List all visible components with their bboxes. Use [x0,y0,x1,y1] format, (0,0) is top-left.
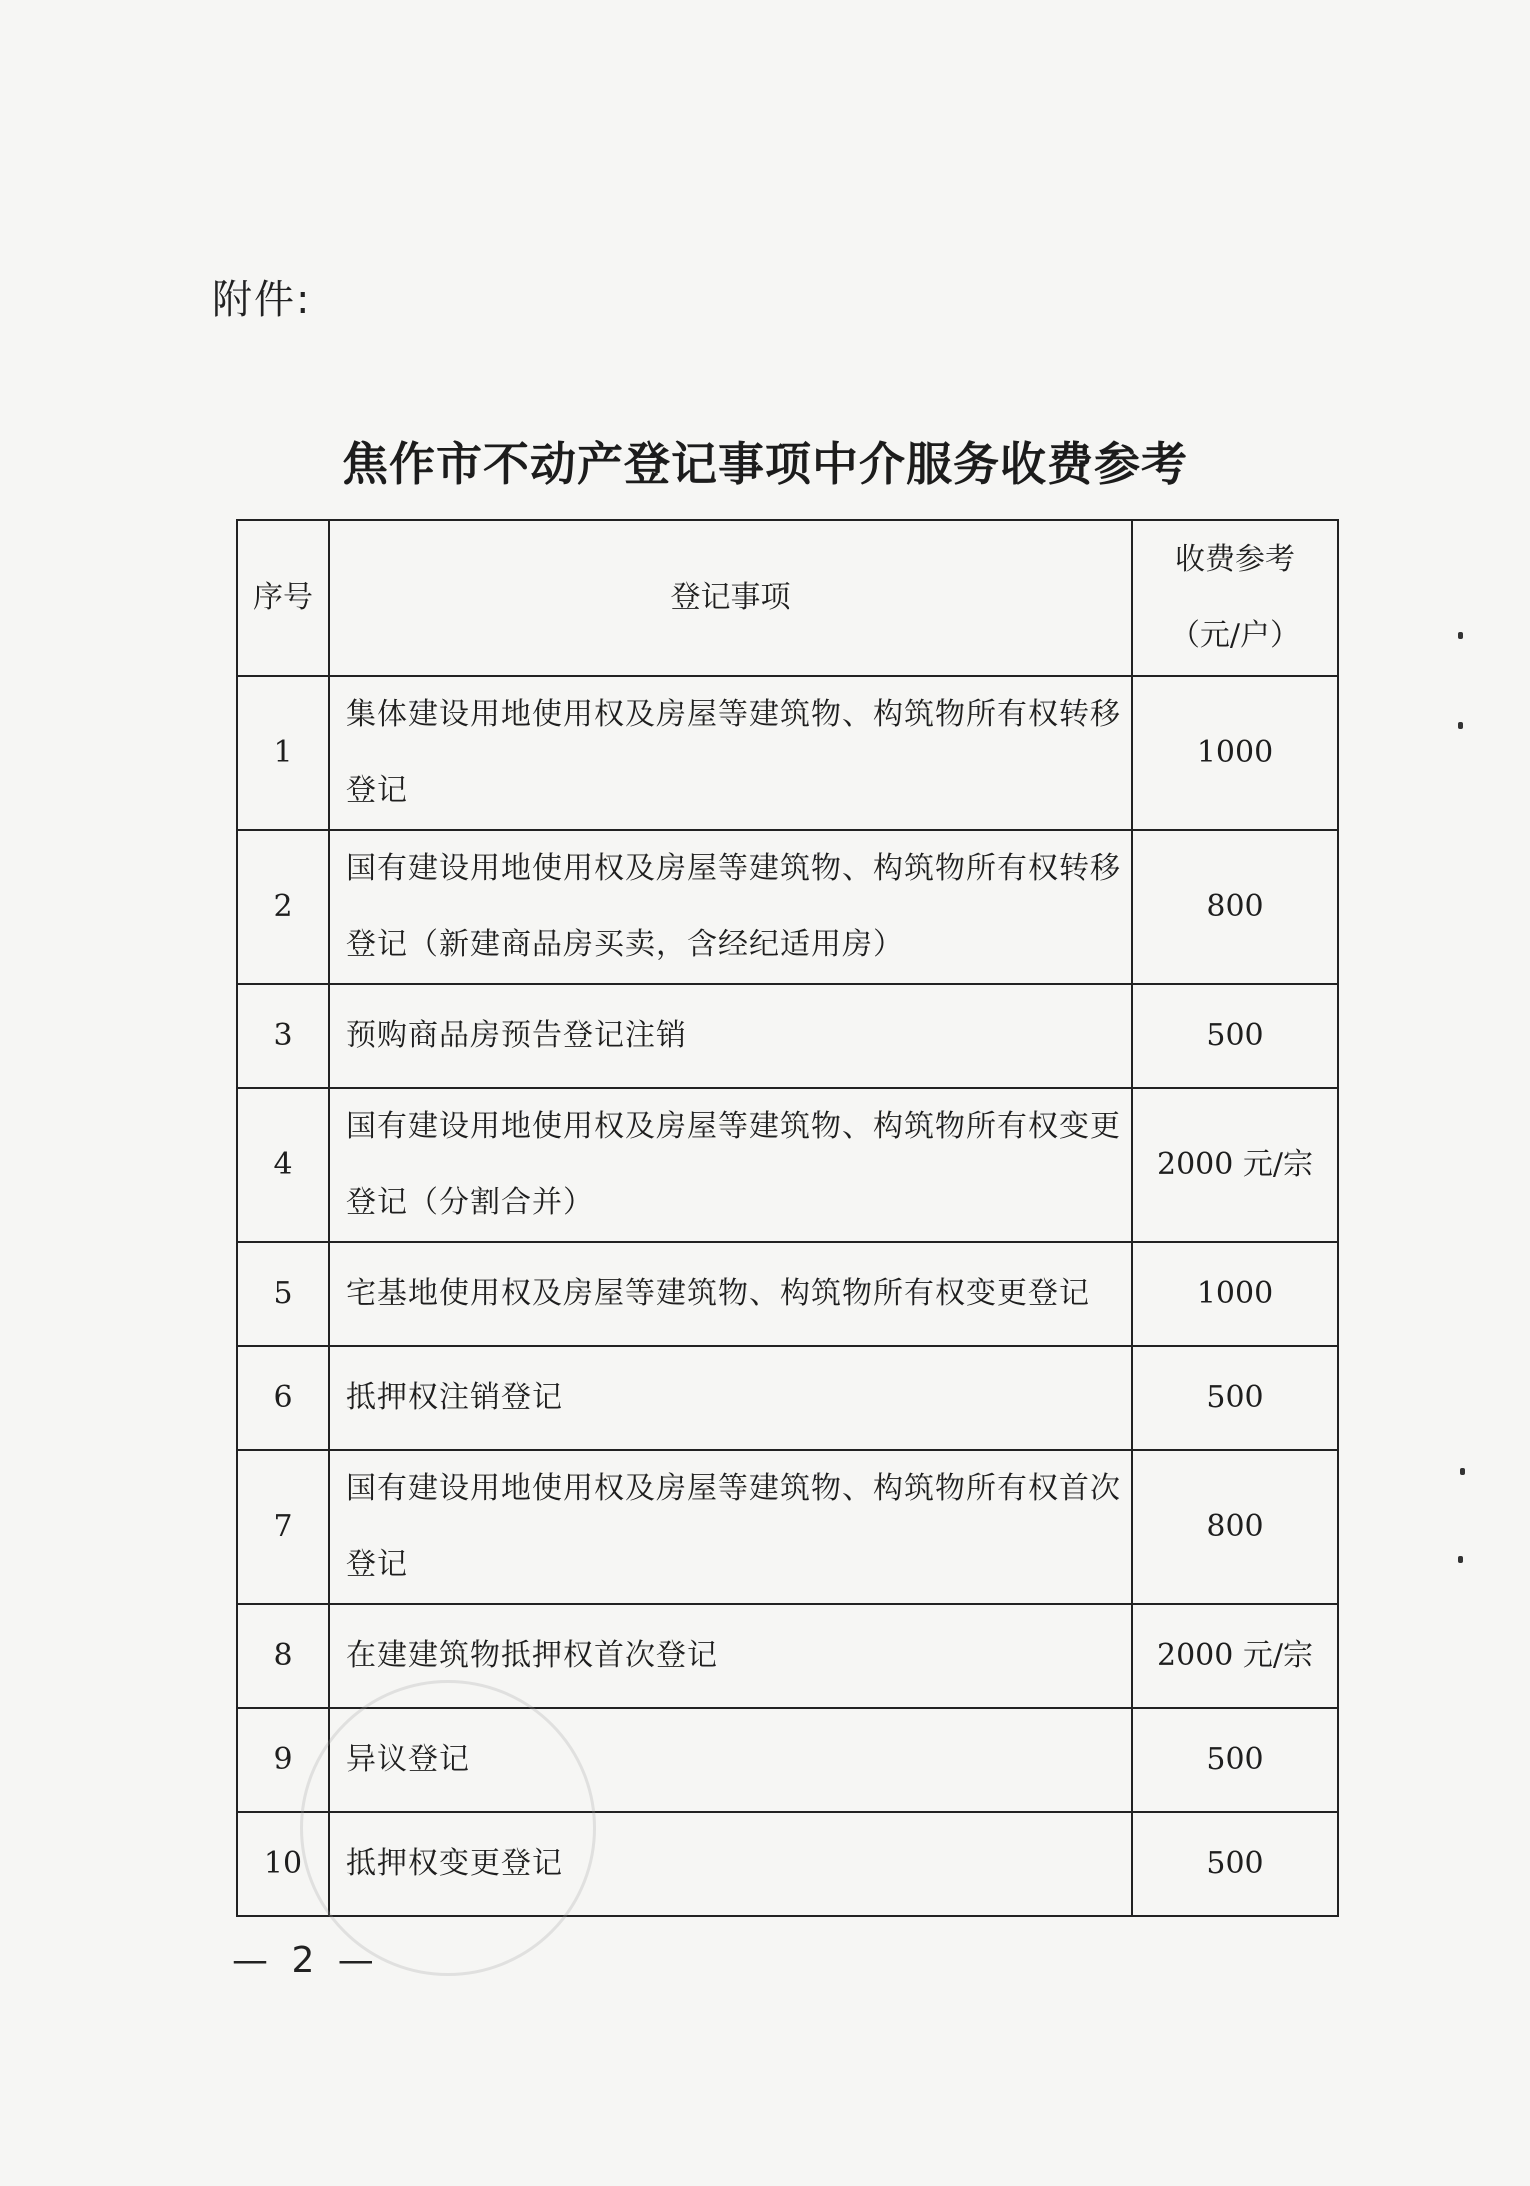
table-row [237,676,1338,830]
row-index: 9 [237,1708,329,1812]
page-number: — 2 — [232,1940,380,1981]
row-fee: 500 [1132,984,1338,1088]
row-fee: 2000 元/宗 [1132,1088,1338,1242]
scan-speck [1458,722,1463,729]
row-fee: 800 [1132,830,1338,984]
header-fee-line2: （元/户） [1169,618,1301,653]
fee-table [236,519,1339,1917]
scan-speck [1458,632,1463,639]
header-fee [1132,520,1338,676]
row-item: 集体建设用地使用权及房屋等建筑物、构筑物所有权转移登记 [329,676,1132,830]
document-title: 焦作市不动产登记事项中介服务收费参考 [342,437,1188,491]
row-fee: 500 [1132,1708,1338,1812]
table-row [237,1708,1338,1812]
table-row [237,1812,1338,1916]
row-index: 5 [237,1242,329,1346]
row-index: 7 [237,1450,329,1604]
row-item: 异议登记 [329,1708,1132,1812]
row-fee: 2000 元/宗 [1132,1604,1338,1708]
row-fee: 1000 [1132,1242,1338,1346]
row-fee: 500 [1132,1812,1338,1916]
scan-speck [1458,1556,1463,1563]
row-index: 3 [237,984,329,1088]
row-item: 宅基地使用权及房屋等建筑物、构筑物所有权变更登记 [329,1242,1132,1346]
table-row [237,1346,1338,1450]
table-row [237,1604,1338,1708]
scan-speck [1460,1468,1465,1475]
row-item: 抵押权注销登记 [329,1346,1132,1450]
row-item: 抵押权变更登记 [329,1812,1132,1916]
table-header-row [237,520,1338,676]
table-row [237,1450,1338,1604]
table-row [237,830,1338,984]
row-index: 8 [237,1604,329,1708]
row-index: 4 [237,1088,329,1242]
row-item: 国有建设用地使用权及房屋等建筑物、构筑物所有权变更登记（分割合并） [329,1088,1132,1242]
table-row [237,1088,1338,1242]
header-fee-line1: 收费参考 [1175,542,1295,577]
row-item: 国有建设用地使用权及房屋等建筑物、构筑物所有权转移登记（新建商品房买卖，含经纪适用房） [329,830,1132,984]
row-item: 在建建筑物抵押权首次登记 [329,1604,1132,1708]
row-index: 2 [237,830,329,984]
table-row [237,1242,1338,1346]
row-index: 1 [237,676,329,830]
header-index: 序号 [237,520,329,676]
row-fee: 500 [1132,1346,1338,1450]
table-row [237,984,1338,1088]
row-index: 10 [237,1812,329,1916]
header-item: 登记事项 [329,520,1132,676]
attachment-label: 附件: [212,277,312,323]
row-fee: 800 [1132,1450,1338,1604]
row-index: 6 [237,1346,329,1450]
row-item: 预购商品房预告登记注销 [329,984,1132,1088]
row-item: 国有建设用地使用权及房屋等建筑物、构筑物所有权首次登记 [329,1450,1132,1604]
row-fee: 1000 [1132,676,1338,830]
